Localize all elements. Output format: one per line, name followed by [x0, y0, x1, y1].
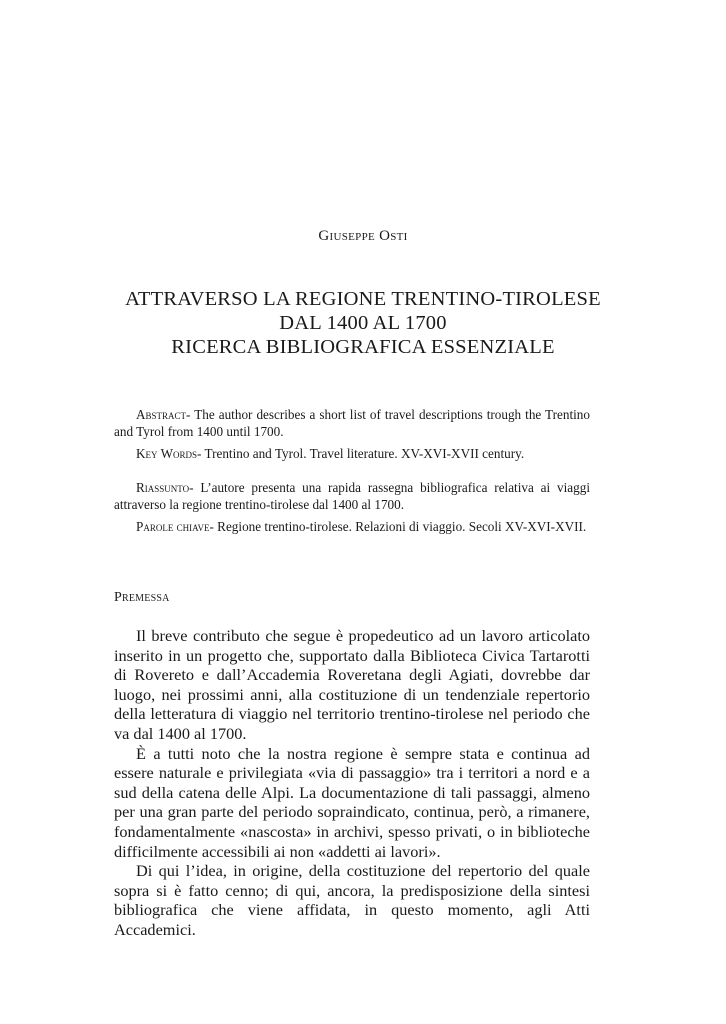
title-line-3: RICERCA BIBLIOGRAFICA ESSENZIALE: [171, 336, 555, 358]
body-text: [114, 626, 590, 940]
keywords-text: Trentino and Tyrol. Travel literature. XV-XVI-XVII century.: [201, 446, 525, 461]
riassunto-paragraph: [114, 479, 590, 513]
section-heading: Premessa: [114, 590, 170, 605]
riassunto-label: Riassunto-: [136, 480, 194, 495]
keywords-en-paragraph: [114, 445, 590, 462]
abstract-english: [114, 406, 590, 462]
body-paragraph-3: Di qui l’idea, in origine, della costituzione del repertorio del quale sopra si è fatto cenno; di qui, ancora, la predisposizione della sintesi bibliografica che viene affidata, in questo momento, agli Atti Accademici.: [114, 861, 590, 939]
author-name: Giuseppe Osti: [318, 228, 408, 244]
abstract-italian: [114, 479, 590, 535]
riassunto-text: L’autore presenta una rapida rassegna bibliografica relativa ai viaggi attraverso la regione trentino-tirolese dal 1400 al 1700.: [114, 480, 590, 512]
abstract-en-paragraph: [114, 406, 590, 440]
title-line-1: ATTRAVERSO LA REGIONE TRENTINO-TIROLESE: [125, 288, 601, 310]
parole-chiave-paragraph: [114, 518, 590, 535]
abstract-text: The author describes a short list of travel descriptions trough the Trentino and Tyrol from 1400 until 1700.: [114, 407, 590, 439]
body-paragraph-2: È a tutti noto che la nostra regione è sempre stata e continua ad essere naturale e privilegiata «via di passaggio» tra i territori a nord e a sud della catena delle Alpi. La documentazione di tali passaggi, almeno per una gran parte del periodo sopraindicato, continua, però, a rimanere, fondamentalmente «nascosta» in archivi, spesso privati, o in biblioteche difficilmente accessibili ai non «addetti ai lavori».: [114, 743, 590, 861]
keywords-label: Key Words-: [136, 446, 202, 461]
abstract-label: Abstract-: [136, 407, 191, 422]
article-title: [60, 287, 666, 359]
parole-chiave-label: Parole chiave-: [136, 519, 214, 534]
body-paragraph-1: Il breve contributo che segue è propedeutico ad un lavoro articolato inserito in un progetto che, supportato dalla Biblioteca Civica Tartarotti di Rovereto e dall’Accademia Roveretana degli Agiati, dovrebbe dar luogo, nei prossimi anni, alla costituzione di un tendenziale repertorio della letteratura di viaggio nel territorio trentino-tirolese nel periodo che va dal 1400 al 1700.: [114, 626, 590, 743]
parole-chiave-text: Regione trentino-tirolese. Relazioni di viaggio. Secoli XV-XVI-XVII.: [213, 519, 587, 534]
title-line-2: DAL 1400 AL 1700: [279, 312, 447, 334]
